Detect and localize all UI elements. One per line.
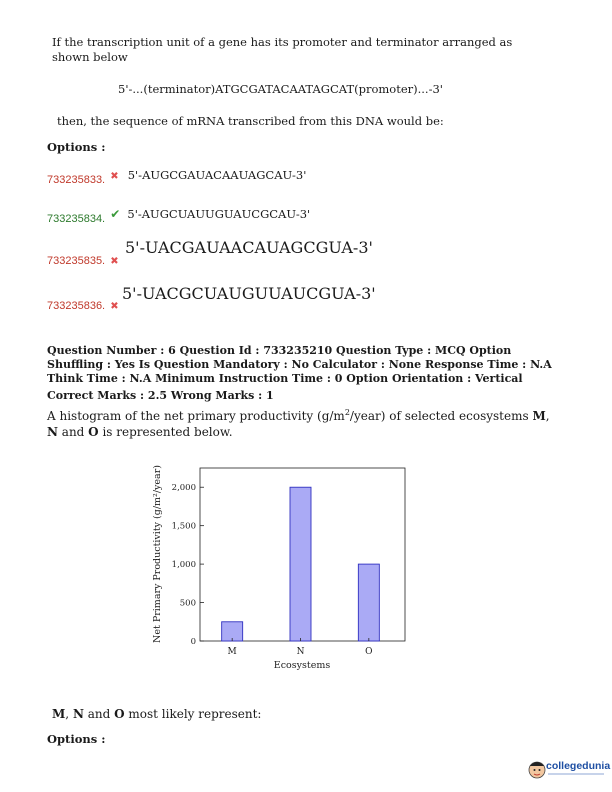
options-label-2: Options : xyxy=(47,732,106,746)
question-1-prompt: then, the sequence of mRNA transcribed from this DNA would be: xyxy=(57,114,444,128)
mascot-icon xyxy=(528,759,546,781)
y-axis-label: Net Primary Productivity (g/m²/year) xyxy=(152,465,163,643)
x-axis-label: Ecosystems xyxy=(273,660,331,671)
wrong-mark-icon: ✖ xyxy=(110,301,119,312)
option-id: 733235835. xyxy=(47,255,106,267)
question-2-text: A histogram of the net primary productivity $(g/m^2/year)$ of selected ecosystems M, N and O is represented below. xyxy=(47,408,550,439)
option-id: 733235836. xyxy=(47,300,106,312)
correct-check-icon: ✔ xyxy=(110,207,121,221)
question-1-text: If the transcription unit of a gene has its promoter and terminator arranged as shown below xyxy=(52,35,513,64)
dna-sequence: 5'-...(terminator)ATGCGATACAATAGCAT(promoter)...-3' xyxy=(118,82,443,96)
question-marks: Correct Marks : 2.5 Wrong Marks : 1 xyxy=(47,389,274,402)
question-2-follow-up: M, N and O most likely represent: xyxy=(52,707,262,721)
y-tick-label: 500 xyxy=(179,598,196,609)
option-4[interactable] xyxy=(47,294,119,313)
option-id: 733235834. xyxy=(47,213,106,225)
y-tick-label: 0 xyxy=(190,637,196,647)
collegedunia-logo[interactable] xyxy=(528,757,611,783)
logo-text: collegedunia xyxy=(546,760,611,772)
x-tick-label: O xyxy=(365,647,373,657)
option-3-text: 5'-UACGAUAACAUAGCGUA-3' xyxy=(125,238,373,257)
option-1[interactable] xyxy=(47,164,307,186)
x-tick-label: M xyxy=(227,647,237,657)
y-tick-label: 2,000 xyxy=(171,483,196,494)
npp-histogram xyxy=(140,460,420,680)
y-tick-label: 1,500 xyxy=(171,521,196,532)
bar-N xyxy=(290,487,311,641)
option-4-text: 5'-UACGCUAUGUUAUCGUA-3' xyxy=(122,284,376,303)
options-label: Options : xyxy=(47,140,106,154)
bar-O xyxy=(358,564,379,641)
wrong-mark-icon: ✖ xyxy=(110,256,119,267)
x-tick-label: N xyxy=(296,647,305,657)
option-id: 733235833. xyxy=(47,174,106,186)
y-tick-label: 1,000 xyxy=(171,560,196,571)
logo-tagline xyxy=(548,773,604,775)
option-text: 5'-AUGCUAUUGUAUCGCAU-3' xyxy=(127,207,311,221)
wrong-mark-icon: ✖ xyxy=(110,171,119,182)
option-2[interactable] xyxy=(47,203,311,225)
option-3[interactable] xyxy=(47,249,119,268)
question-meta: Question Number : 6 Question Id : 733235210 Question Type : MCQ Option Shuffling : Yes Is Question Mandatory : No Calculator : None Response Time : N.A Think Time : N.A Minimum Instruction Time : 0 Option Orientation : Vertical xyxy=(47,344,552,385)
option-text: 5'-AUGCGAUACAAUAGCAU-3' xyxy=(127,168,307,182)
